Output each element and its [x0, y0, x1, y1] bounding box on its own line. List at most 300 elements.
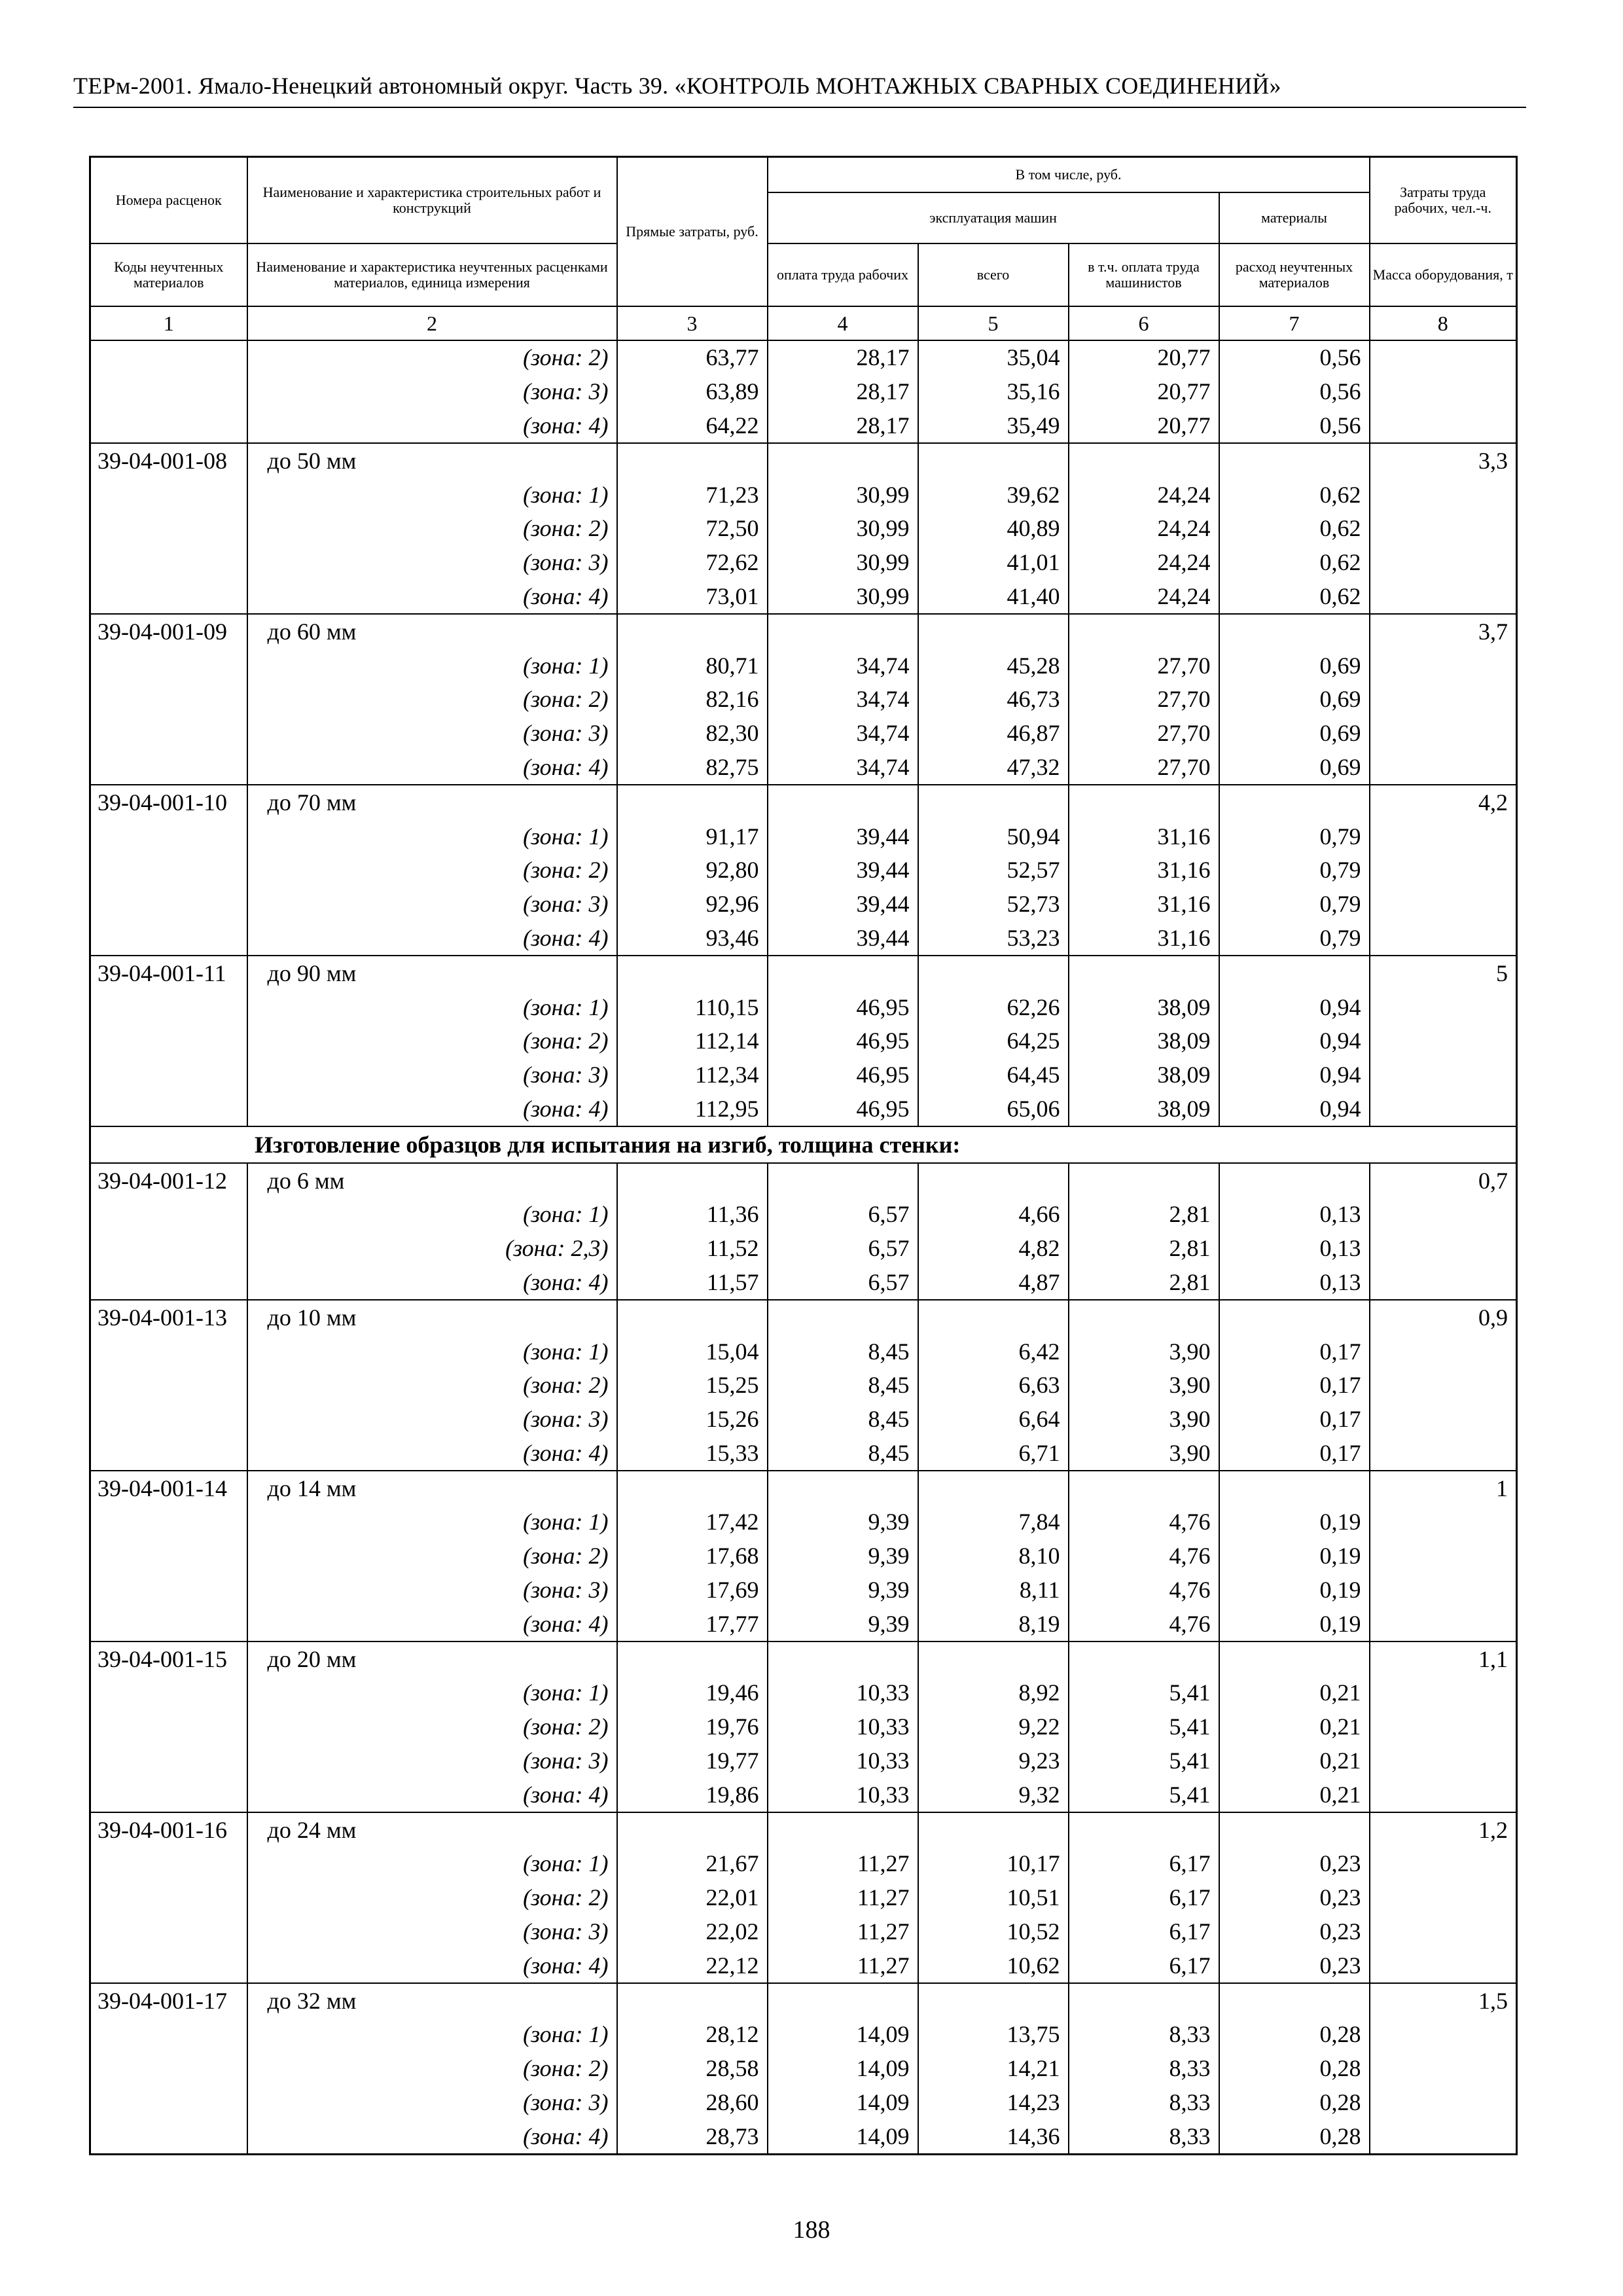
zone-row: [90, 408, 1517, 443]
worker-pay: [768, 1471, 918, 1505]
machine-total: [918, 1983, 1069, 2018]
zone-label: (зона: 2): [247, 511, 617, 545]
rate-code: [90, 1436, 247, 1471]
worker-pay: 10,33: [768, 1778, 918, 1812]
worker-pay: [768, 1300, 918, 1335]
rate-item-row: [90, 614, 1517, 649]
header-direct-costs: Прямые затраты, руб.: [617, 157, 768, 306]
machine-total: 35,04: [918, 340, 1069, 375]
labor-costs: [1370, 2119, 1517, 2154]
zone-row: [90, 1197, 1517, 1231]
machine-total: 46,73: [918, 682, 1069, 716]
rates-table: [89, 156, 1518, 2155]
zone-row: [90, 1847, 1517, 1881]
zone-label: (зона: 3): [247, 545, 617, 579]
rate-code: [90, 2085, 247, 2119]
direct-costs: 21,67: [617, 1847, 768, 1881]
machinist-pay: 31,16: [1069, 887, 1219, 921]
zone-label: (зона: 3): [247, 887, 617, 921]
machine-total: [918, 614, 1069, 649]
machinist-pay: 6,17: [1069, 1847, 1219, 1881]
rate-code: [90, 1573, 247, 1607]
worker-pay: [768, 1983, 918, 2018]
machinist-pay: 5,41: [1069, 1744, 1219, 1778]
header-work-name: Наименование и характеристика строительных работ и конструкций: [247, 157, 617, 243]
worker-pay: [768, 443, 918, 478]
labor-costs: [1370, 478, 1517, 512]
labor-costs: 1,5: [1370, 1983, 1517, 2018]
machinist-pay: 20,77: [1069, 374, 1219, 408]
machinist-pay: 2,81: [1069, 1231, 1219, 1265]
zone-label: (зона: 2): [247, 1710, 617, 1744]
rate-item-row: [90, 1812, 1517, 1847]
materials-cost: 0,19: [1219, 1607, 1370, 1641]
zone-label: (зона: 4): [247, 1607, 617, 1641]
rate-code: [90, 1676, 247, 1710]
zone-label: (зона: 4): [247, 2119, 617, 2154]
materials-cost: 0,23: [1219, 1880, 1370, 1914]
zone-label: (зона: 4): [247, 408, 617, 443]
labor-costs: [1370, 1948, 1517, 1983]
direct-costs: 112,34: [617, 1058, 768, 1092]
rate-item-row: [90, 1641, 1517, 1676]
machinist-pay: 27,70: [1069, 716, 1219, 750]
section-row: [90, 1126, 1517, 1163]
direct-costs: 22,01: [617, 1880, 768, 1914]
machinist-pay: 8,33: [1069, 2018, 1219, 2052]
materials-cost: 0,69: [1219, 682, 1370, 716]
zone-label: (зона: 3): [247, 1573, 617, 1607]
machine-total: [918, 785, 1069, 819]
direct-costs: 17,77: [617, 1607, 768, 1641]
labor-costs: [1370, 750, 1517, 785]
zone-row: [90, 853, 1517, 887]
zone-row: [90, 750, 1517, 785]
zone-row: [90, 1914, 1517, 1948]
labor-costs: [1370, 819, 1517, 853]
worker-pay: 11,27: [768, 1880, 918, 1914]
machinist-pay: [1069, 1163, 1219, 1198]
column-number: 7: [1219, 306, 1370, 340]
machine-total: 6,42: [918, 1335, 1069, 1369]
materials-cost: 0,19: [1219, 1573, 1370, 1607]
labor-costs: [1370, 1539, 1517, 1573]
zone-row: [90, 1539, 1517, 1573]
machine-total: 40,89: [918, 511, 1069, 545]
work-name: до 50 мм: [247, 443, 617, 478]
labor-costs: [1370, 2051, 1517, 2085]
zone-row: [90, 1778, 1517, 1812]
machinist-pay: 8,33: [1069, 2051, 1219, 2085]
materials-cost: 0,17: [1219, 1368, 1370, 1402]
machinist-pay: 2,81: [1069, 1265, 1219, 1300]
materials-cost: [1219, 614, 1370, 649]
worker-pay: 34,74: [768, 682, 918, 716]
work-name: до 90 мм: [247, 956, 617, 990]
zone-label: (зона: 4): [247, 1948, 617, 1983]
direct-costs: 22,12: [617, 1948, 768, 1983]
materials-cost: 0,21: [1219, 1744, 1370, 1778]
header-equipment-mass: Масса оборудования, т: [1370, 243, 1517, 306]
machine-total: 9,22: [918, 1710, 1069, 1744]
direct-costs: 92,80: [617, 853, 768, 887]
labor-costs: [1370, 1573, 1517, 1607]
zone-row: [90, 478, 1517, 512]
zone-label: (зона: 2): [247, 340, 617, 375]
zone-row: [90, 340, 1517, 375]
labor-costs: 3,7: [1370, 614, 1517, 649]
zone-row: [90, 1368, 1517, 1402]
work-name: до 10 мм: [247, 1300, 617, 1335]
machine-total: 10,51: [918, 1880, 1069, 1914]
zone-row: [90, 2119, 1517, 2154]
zone-row: [90, 1024, 1517, 1058]
section-title: Изготовление образцов для испытания на изгиб, толщина стенки:: [90, 1126, 1517, 1163]
materials-cost: 0,69: [1219, 649, 1370, 683]
labor-costs: [1370, 1607, 1517, 1641]
direct-costs: 11,36: [617, 1197, 768, 1231]
machine-total: 13,75: [918, 2018, 1069, 2052]
machine-total: 8,10: [918, 1539, 1069, 1573]
rate-code: 39-04-001-12: [90, 1163, 247, 1198]
machine-total: [918, 1812, 1069, 1847]
machinist-pay: 38,09: [1069, 1092, 1219, 1126]
direct-costs: 15,26: [617, 1402, 768, 1436]
labor-costs: [1370, 1092, 1517, 1126]
direct-costs: 17,68: [617, 1539, 768, 1573]
rate-code: [90, 682, 247, 716]
rate-code: 39-04-001-11: [90, 956, 247, 990]
machinist-pay: 4,76: [1069, 1607, 1219, 1641]
zone-label: (зона: 1): [247, 1505, 617, 1539]
materials-cost: 0,62: [1219, 545, 1370, 579]
direct-costs: 15,33: [617, 1436, 768, 1471]
machine-total: [918, 1163, 1069, 1198]
zone-row: [90, 1402, 1517, 1436]
zone-label: (зона: 3): [247, 1914, 617, 1948]
materials-cost: 0,21: [1219, 1676, 1370, 1710]
zone-row: [90, 511, 1517, 545]
rate-code: [90, 716, 247, 750]
zone-row: [90, 1710, 1517, 1744]
materials-cost: 0,17: [1219, 1335, 1370, 1369]
materials-cost: 0,13: [1219, 1231, 1370, 1265]
rate-code: [90, 511, 247, 545]
labor-costs: [1370, 1676, 1517, 1710]
worker-pay: 30,99: [768, 478, 918, 512]
labor-costs: [1370, 340, 1517, 375]
machine-total: 62,26: [918, 990, 1069, 1024]
rate-code: 39-04-001-17: [90, 1983, 247, 2018]
materials-cost: 0,28: [1219, 2085, 1370, 2119]
rate-code: [90, 1024, 247, 1058]
materials-cost: 0,69: [1219, 716, 1370, 750]
materials-cost: 0,21: [1219, 1710, 1370, 1744]
direct-costs: 15,25: [617, 1368, 768, 1402]
labor-costs: [1370, 1880, 1517, 1914]
materials-cost: 0,56: [1219, 408, 1370, 443]
machinist-pay: [1069, 1812, 1219, 1847]
materials-cost: 0,28: [1219, 2018, 1370, 2052]
machine-total: 6,63: [918, 1368, 1069, 1402]
direct-costs: 63,89: [617, 374, 768, 408]
machine-total: 10,62: [918, 1948, 1069, 1983]
rate-code: [90, 1231, 247, 1265]
page-header-title: ТЕРм-2001. Ямало-Ненецкий автономный округ. Часть 39. «КОНТРОЛЬ МОНТАЖНЫХ СВАРНЫХ СОЕДИНЕНИЙ»: [73, 73, 1281, 99]
materials-cost: 0,17: [1219, 1436, 1370, 1471]
machinist-pay: 38,09: [1069, 990, 1219, 1024]
direct-costs: 93,46: [617, 921, 768, 956]
work-name: до 14 мм: [247, 1471, 617, 1505]
zone-label: (зона: 4): [247, 579, 617, 614]
direct-costs: 28,58: [617, 2051, 768, 2085]
worker-pay: 8,45: [768, 1436, 918, 1471]
worker-pay: 9,39: [768, 1539, 918, 1573]
zone-row: [90, 1676, 1517, 1710]
direct-costs: 28,73: [617, 2119, 768, 2154]
rate-code: [90, 1710, 247, 1744]
rate-code: [90, 1948, 247, 1983]
direct-costs: 91,17: [617, 819, 768, 853]
zone-row: [90, 682, 1517, 716]
worker-pay: 34,74: [768, 716, 918, 750]
work-name: до 24 мм: [247, 1812, 617, 1847]
rate-code: [90, 1880, 247, 1914]
labor-costs: 4,2: [1370, 785, 1517, 819]
labor-costs: [1370, 682, 1517, 716]
zone-row: [90, 1744, 1517, 1778]
labor-costs: [1370, 1265, 1517, 1300]
direct-costs: 82,75: [617, 750, 768, 785]
table-body: [90, 340, 1517, 2155]
materials-cost: 0,19: [1219, 1505, 1370, 1539]
rate-code: [90, 1265, 247, 1300]
zone-label: (зона: 1): [247, 478, 617, 512]
rate-code: [90, 1847, 247, 1881]
materials-cost: 0,62: [1219, 579, 1370, 614]
direct-costs: 82,30: [617, 716, 768, 750]
materials-cost: 0,28: [1219, 2119, 1370, 2154]
worker-pay: [768, 1641, 918, 1676]
materials-cost: 0,13: [1219, 1265, 1370, 1300]
machine-total: 50,94: [918, 819, 1069, 853]
worker-pay: [768, 614, 918, 649]
worker-pay: 9,39: [768, 1573, 918, 1607]
materials-cost: 0,62: [1219, 511, 1370, 545]
rate-code: [90, 1058, 247, 1092]
labor-costs: [1370, 921, 1517, 956]
materials-cost: 0,17: [1219, 1402, 1370, 1436]
labor-costs: [1370, 1231, 1517, 1265]
worker-pay: 46,95: [768, 990, 918, 1024]
zone-label: (зона: 4): [247, 921, 617, 956]
machinist-pay: 6,17: [1069, 1914, 1219, 1948]
rate-item-row: [90, 1983, 1517, 2018]
rate-code: 39-04-001-08: [90, 443, 247, 478]
machinist-pay: [1069, 443, 1219, 478]
machinist-pay: 3,90: [1069, 1335, 1219, 1369]
zone-label: (зона: 1): [247, 1335, 617, 1369]
materials-cost: 0,79: [1219, 853, 1370, 887]
worker-pay: [768, 1812, 918, 1847]
direct-costs: 28,60: [617, 2085, 768, 2119]
machine-total: 7,84: [918, 1505, 1069, 1539]
labor-costs: 1,2: [1370, 1812, 1517, 1847]
rate-code: [90, 545, 247, 579]
machine-total: [918, 443, 1069, 478]
zone-label: (зона: 2): [247, 1368, 617, 1402]
rate-code: [90, 853, 247, 887]
machine-total: 41,40: [918, 579, 1069, 614]
machine-total: 47,32: [918, 750, 1069, 785]
worker-pay: 30,99: [768, 579, 918, 614]
zone-label: (зона: 3): [247, 1744, 617, 1778]
machine-total: 65,06: [918, 1092, 1069, 1126]
zone-label: (зона: 4): [247, 1265, 617, 1300]
machine-total: [918, 956, 1069, 990]
machine-total: 14,36: [918, 2119, 1069, 2154]
worker-pay: 34,74: [768, 649, 918, 683]
worker-pay: 46,95: [768, 1092, 918, 1126]
zone-label: (зона: 1): [247, 819, 617, 853]
machine-total: 4,66: [918, 1197, 1069, 1231]
worker-pay: 39,44: [768, 887, 918, 921]
rate-code: 39-04-001-13: [90, 1300, 247, 1335]
materials-cost: [1219, 785, 1370, 819]
rate-code: [90, 1914, 247, 1948]
materials-cost: 0,94: [1219, 990, 1370, 1024]
direct-costs: 110,15: [617, 990, 768, 1024]
rate-item-row: [90, 1163, 1517, 1198]
header-labor-costs: Затраты труда рабочих, чел.-ч.: [1370, 157, 1517, 243]
labor-costs: 5: [1370, 956, 1517, 990]
machinist-pay: 31,16: [1069, 853, 1219, 887]
worker-pay: 6,57: [768, 1265, 918, 1300]
work-name: до 20 мм: [247, 1641, 617, 1676]
rate-item-row: [90, 1300, 1517, 1335]
materials-cost: 0,23: [1219, 1847, 1370, 1881]
direct-costs: [617, 1163, 768, 1198]
materials-cost: [1219, 1471, 1370, 1505]
work-name: до 32 мм: [247, 1983, 617, 2018]
rate-code: 39-04-001-09: [90, 614, 247, 649]
machine-total: [918, 1471, 1069, 1505]
worker-pay: 39,44: [768, 921, 918, 956]
machine-total: 46,87: [918, 716, 1069, 750]
zone-row: [90, 1058, 1517, 1092]
direct-costs: 72,50: [617, 511, 768, 545]
page-number: 188: [793, 2216, 830, 2244]
machine-total: 6,64: [918, 1402, 1069, 1436]
machinist-pay: 8,33: [1069, 2119, 1219, 2154]
machine-total: 14,21: [918, 2051, 1069, 2085]
materials-cost: 0,69: [1219, 750, 1370, 785]
direct-costs: 28,12: [617, 2018, 768, 2052]
materials-cost: 0,94: [1219, 1024, 1370, 1058]
table-header: [90, 157, 1517, 340]
machine-total: 6,71: [918, 1436, 1069, 1471]
materials-cost: 0,79: [1219, 887, 1370, 921]
zone-label: (зона: 3): [247, 1402, 617, 1436]
zone-row: [90, 716, 1517, 750]
materials-cost: [1219, 1812, 1370, 1847]
zone-row: [90, 887, 1517, 921]
direct-costs: 71,23: [617, 478, 768, 512]
zone-row: [90, 1505, 1517, 1539]
work-name: до 70 мм: [247, 785, 617, 819]
machinist-pay: [1069, 1300, 1219, 1335]
machine-total: 52,73: [918, 887, 1069, 921]
header-including: В том числе, руб.: [768, 157, 1370, 192]
zone-label: (зона: 4): [247, 1092, 617, 1126]
header-machine-total: всего: [918, 243, 1069, 306]
worker-pay: 28,17: [768, 408, 918, 443]
column-number: 2: [247, 306, 617, 340]
worker-pay: 46,95: [768, 1058, 918, 1092]
machine-total: 64,45: [918, 1058, 1069, 1092]
header-worker-pay: оплата труда рабочих: [768, 243, 918, 306]
direct-costs: 11,52: [617, 1231, 768, 1265]
rate-code: [90, 1197, 247, 1231]
zone-row: [90, 990, 1517, 1024]
machinist-pay: 38,09: [1069, 1058, 1219, 1092]
direct-costs: 80,71: [617, 649, 768, 683]
machine-total: 10,17: [918, 1847, 1069, 1881]
zone-label: (зона: 2,3): [247, 1231, 617, 1265]
machinist-pay: [1069, 614, 1219, 649]
worker-pay: 11,27: [768, 1847, 918, 1881]
zone-row: [90, 819, 1517, 853]
labor-costs: [1370, 1505, 1517, 1539]
rate-code: 39-04-001-14: [90, 1471, 247, 1505]
work-name: до 60 мм: [247, 614, 617, 649]
rate-code: [90, 478, 247, 512]
worker-pay: 8,45: [768, 1335, 918, 1369]
header-materials: материалы: [1219, 192, 1370, 243]
column-number: 1: [90, 306, 247, 340]
zone-label: (зона: 2): [247, 1880, 617, 1914]
zone-label: (зона: 3): [247, 1058, 617, 1092]
machine-total: 8,19: [918, 1607, 1069, 1641]
machinist-pay: [1069, 1471, 1219, 1505]
worker-pay: 10,33: [768, 1676, 918, 1710]
worker-pay: 6,57: [768, 1197, 918, 1231]
zone-label: (зона: 4): [247, 750, 617, 785]
labor-costs: [1370, 1402, 1517, 1436]
column-number: 5: [918, 306, 1069, 340]
materials-cost: 0,94: [1219, 1092, 1370, 1126]
materials-cost: 0,56: [1219, 340, 1370, 375]
direct-costs: 19,77: [617, 1744, 768, 1778]
machinist-pay: 6,17: [1069, 1880, 1219, 1914]
rate-code: [90, 2018, 247, 2052]
zone-row: [90, 649, 1517, 683]
zone-row: [90, 921, 1517, 956]
zone-row: [90, 1607, 1517, 1641]
machinist-pay: 2,81: [1069, 1197, 1219, 1231]
direct-costs: 112,14: [617, 1024, 768, 1058]
zone-row: [90, 1092, 1517, 1126]
zone-label: (зона: 3): [247, 716, 617, 750]
zone-row: [90, 2085, 1517, 2119]
machinist-pay: 3,90: [1069, 1402, 1219, 1436]
zone-label: (зона: 2): [247, 2051, 617, 2085]
materials-cost: [1219, 1163, 1370, 1198]
machinist-pay: 5,41: [1069, 1676, 1219, 1710]
zone-row: [90, 1573, 1517, 1607]
rate-code: [90, 1368, 247, 1402]
worker-pay: 28,17: [768, 340, 918, 375]
